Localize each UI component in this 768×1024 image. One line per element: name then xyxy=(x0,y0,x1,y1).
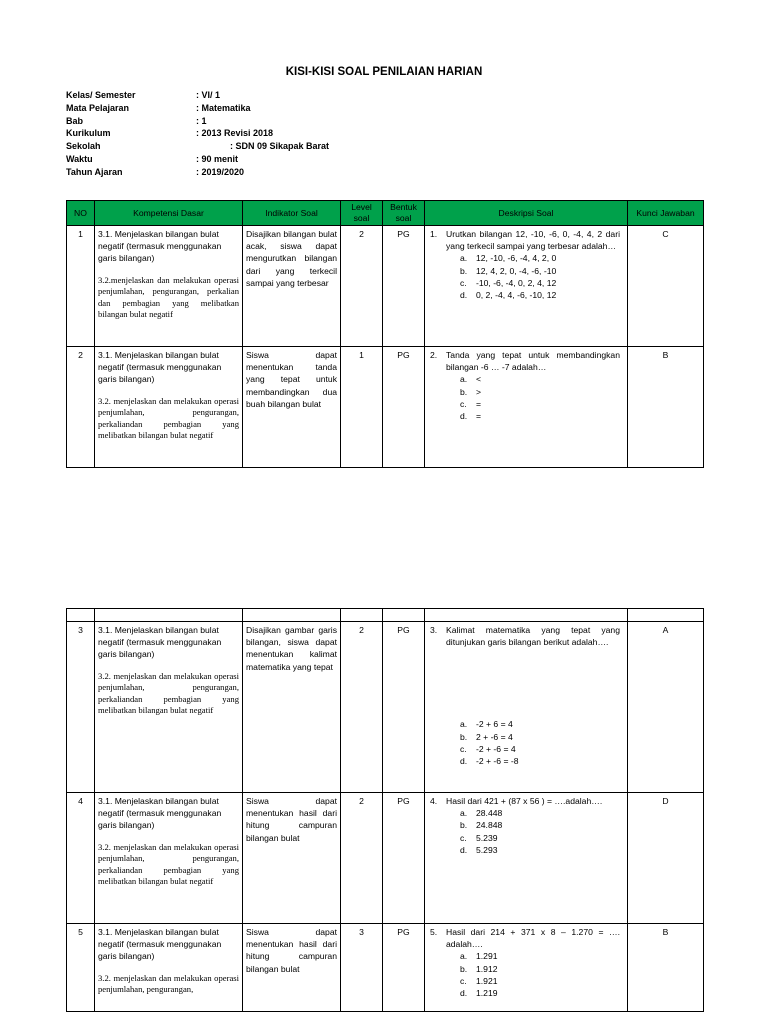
option-letter: a. xyxy=(460,253,468,264)
row-indikator: Disajikan bilangan bulat acak, siswa dapat mengurutkan bilangan dari yang terkecil sampai yang terbesar xyxy=(243,226,341,347)
row-bentuk: PG xyxy=(383,793,425,924)
question xyxy=(428,349,624,373)
option-text: -2 + -6 = 4 xyxy=(476,743,516,754)
empty-header-row xyxy=(67,609,704,622)
option xyxy=(460,373,624,385)
table-row xyxy=(67,226,704,347)
option-letter: d. xyxy=(460,844,468,855)
option-letter: c. xyxy=(460,975,467,986)
header-level-soal: Level soal xyxy=(341,201,383,226)
row-no: 4 xyxy=(67,793,95,924)
question xyxy=(428,624,624,648)
kd-3-2-text: 3.2.menjelaskan dan melakukan operasi penjumlahan, pengurangan, perkalian dan pembagian yang melibatkan bilangan bulat negatif xyxy=(98,274,239,320)
row-kunci: A xyxy=(628,622,704,793)
option xyxy=(460,950,624,962)
option xyxy=(460,289,624,301)
row-indikator: Disajikan gambar garis bilangan, siswa dapat menentukan kalimat matematika yang tepat xyxy=(243,622,341,793)
options-list xyxy=(428,252,624,301)
option-letter: d. xyxy=(460,988,468,999)
row-bentuk: PG xyxy=(383,924,425,1012)
row-kunci: B xyxy=(628,347,704,468)
options-list xyxy=(428,718,624,767)
option xyxy=(460,386,624,398)
kd-3-1-text: 3.1. Menjelaskan bilangan bulat negatif (termasuk menggunakan garis bilangan) xyxy=(98,229,222,264)
kd-3-1-text: 3.1. Menjelaskan bilangan bulat negatif (termasuk menggunakan garis bilangan) xyxy=(98,625,222,660)
table-row xyxy=(67,793,704,924)
meta-value: : SDN 09 Sikapak Barat xyxy=(230,141,330,152)
option-text: -10, -6, -4, 0, 2, 4, 12 xyxy=(476,277,557,288)
kd-3-1-text: 3.1. Menjelaskan bilangan bulat negatif (termasuk menggunakan garis bilangan) xyxy=(98,927,222,962)
option-text: -2 + -6 = -8 xyxy=(476,756,519,767)
row-kompetensi-dasar xyxy=(95,924,243,1012)
question xyxy=(428,795,624,807)
option-letter: c. xyxy=(460,743,467,754)
option xyxy=(460,731,624,743)
option-letter: c. xyxy=(460,277,467,288)
row-kunci: B xyxy=(628,924,704,1012)
options-list xyxy=(428,950,624,999)
table-row xyxy=(67,622,704,793)
meta-value: : 2019/2020 xyxy=(196,166,245,177)
row-no: 2 xyxy=(67,347,95,468)
option-text: 0, 2, -4, 4, -6, -10, 12 xyxy=(476,290,557,301)
meta-key: Waktu xyxy=(66,153,93,164)
row-kompetensi-dasar xyxy=(95,226,243,347)
kisi-kisi-table-page-2 xyxy=(66,608,704,1012)
row-bentuk: PG xyxy=(383,226,425,347)
options-list xyxy=(428,807,624,856)
row-bentuk: PG xyxy=(383,347,425,468)
option-text: < xyxy=(476,374,482,385)
meta-key: Bab xyxy=(66,115,84,126)
meta-value: : Matematika xyxy=(196,102,251,113)
meta-key: Tahun Ajaran xyxy=(66,166,123,177)
option-letter: d. xyxy=(460,290,468,301)
option xyxy=(460,832,624,844)
option-text: -2 + 6 = 4 xyxy=(476,719,513,730)
meta-value: : 1 xyxy=(196,115,207,126)
kd-3-2-text: 3.2. menjelaskan dan melakukan operasi penjumlahan, pengurangan, perkaliandan pembagian yang melibatkan bilangan bulat negatif xyxy=(98,841,239,887)
question-number: 3. xyxy=(430,625,438,635)
option xyxy=(460,987,624,999)
row-deskripsi xyxy=(425,622,628,793)
question-text: Tanda yang tepat untuk membandingkan bilangan -6 … -7 adalah… xyxy=(446,350,620,373)
option xyxy=(460,265,624,277)
question-text: Hasil dari 421 + (87 x 56 ) = ….adalah…. xyxy=(446,796,603,806)
header-kunci-jawaban: Kunci Jawaban xyxy=(628,201,704,226)
row-level: 2 xyxy=(341,622,383,793)
row-no: 3 xyxy=(67,622,95,793)
option-letter: d. xyxy=(460,411,468,422)
kd-3-2-text: 3.2. menjelaskan dan melakukan operasi penjumlahan, pengurangan, perkaliandan pembagian yang melibatkan bilangan bulat negatif xyxy=(98,395,239,441)
option xyxy=(460,277,624,289)
question-number: 5. xyxy=(430,927,438,937)
row-deskripsi xyxy=(425,226,628,347)
kd-3-1-text: 3.1. Menjelaskan bilangan bulat negatif (termasuk menggunakan garis bilangan) xyxy=(98,350,222,385)
row-kunci: C xyxy=(628,226,704,347)
header-bentuk-soal: Bentuk soal xyxy=(383,201,425,226)
meta-value: : 2013 Revisi 2018 xyxy=(196,128,274,139)
option-letter: b. xyxy=(460,963,468,974)
option-letter: a. xyxy=(460,808,468,819)
row-deskripsi xyxy=(425,924,628,1012)
row-deskripsi xyxy=(425,793,628,924)
row-kompetensi-dasar xyxy=(95,622,243,793)
option-letter: b. xyxy=(460,265,468,276)
row-kompetensi-dasar xyxy=(95,793,243,924)
option-text: 12, 4, 2, 0, -4, -6, -10 xyxy=(476,265,557,276)
row-level: 2 xyxy=(341,793,383,924)
option xyxy=(460,398,624,410)
option-text: 1.912 xyxy=(476,963,498,974)
kd-3-1-text: 3.1. Menjelaskan bilangan bulat negatif (termasuk menggunakan garis bilangan) xyxy=(98,796,222,831)
row-no: 1 xyxy=(67,226,95,347)
meta-key: Mata Pelajaran xyxy=(66,102,130,113)
option xyxy=(460,743,624,755)
option-text: 5.293 xyxy=(476,844,498,855)
option xyxy=(460,807,624,819)
option-letter: c. xyxy=(460,832,467,843)
option xyxy=(460,975,624,987)
meta-value: : 90 menit xyxy=(196,153,239,164)
option-text: 1.921 xyxy=(476,975,498,986)
row-level: 2 xyxy=(341,226,383,347)
question-text: Hasil dari 214 + 371 x 8 – 1.270 = …. adalah…. xyxy=(446,927,620,950)
option xyxy=(460,755,624,767)
option-letter: a. xyxy=(460,374,468,385)
document-title: KISI-KISI SOAL PENILAIAN HARIAN xyxy=(285,66,483,78)
meta-key: Sekolah xyxy=(66,141,101,152)
option-letter: b. xyxy=(460,386,468,397)
kd-3-2-text: 3.2. menjelaskan dan melakukan operasi penjumlahan, pengurangan, xyxy=(98,972,239,995)
option-text: 12, -10, -6, -4, 4, 2, 0 xyxy=(476,253,557,264)
option-text: 1.291 xyxy=(476,951,498,962)
option-text: 5.239 xyxy=(476,832,498,843)
option-letter: a. xyxy=(460,951,468,962)
row-level: 3 xyxy=(341,924,383,1012)
table-row xyxy=(67,924,704,1012)
question xyxy=(428,926,624,950)
row-bentuk: PG xyxy=(383,622,425,793)
header-no: NO xyxy=(67,201,95,226)
option-text: 1.219 xyxy=(476,988,498,999)
option-letter: b. xyxy=(460,731,468,742)
meta-key: Kurikulum xyxy=(66,128,111,139)
option-letter: d. xyxy=(460,756,468,767)
question xyxy=(428,228,624,252)
kisi-kisi-table-page-1 xyxy=(66,200,704,468)
row-deskripsi xyxy=(425,347,628,468)
row-kompetensi-dasar xyxy=(95,347,243,468)
option-text: = xyxy=(476,398,482,409)
option-letter: b. xyxy=(460,820,468,831)
table-row xyxy=(67,347,704,468)
row-indikator: Siswa dapat menentukan hasil dari hitung campuran bilangan bulat xyxy=(243,924,341,1012)
option-text: = xyxy=(476,411,482,422)
question-number: 2. xyxy=(430,350,438,360)
option-text: 28.448 xyxy=(476,808,503,819)
row-indikator: Siswa dapat menentukan tanda yang tepat untuk membandingkan dua buah bilangan bulat xyxy=(243,347,341,468)
row-indikator: Siswa dapat menentukan hasil dari hitung campuran bilangan bulat xyxy=(243,793,341,924)
meta-key: Kelas/ Semester xyxy=(66,90,136,100)
kd-3-2-text: 3.2. menjelaskan dan melakukan operasi penjumlahan, pengurangan, perkaliandan pembagian yang melibatkan bilangan bulat negatif xyxy=(98,670,239,716)
header-indikator-soal: Indikator Soal xyxy=(243,201,341,226)
meta-value: : VI/ 1 xyxy=(196,90,221,100)
question-number: 1. xyxy=(430,229,438,239)
option-text: 2 + -6 = 4 xyxy=(476,731,513,742)
question-text: Urutkan bilangan 12, -10, -6, 0, -4, 4, 2 dari yang terkecil sampai yang terbesar adalah… xyxy=(446,229,620,252)
option-letter: a. xyxy=(460,719,468,730)
header-kompetensi-dasar: Kompetensi Dasar xyxy=(95,201,243,226)
option xyxy=(460,844,624,856)
option-letter: c. xyxy=(460,398,467,409)
option xyxy=(460,963,624,975)
option-text: > xyxy=(476,386,482,397)
option xyxy=(460,819,624,831)
question-text: Kalimat matematika yang tepat yang ditunjukan garis bilangan berikut adalah…. xyxy=(446,625,620,648)
option xyxy=(460,252,624,264)
row-kunci: D xyxy=(628,793,704,924)
option xyxy=(460,718,624,730)
question-number: 4. xyxy=(430,796,438,806)
header-deskripsi-soal: Deskripsi Soal xyxy=(425,201,628,226)
option-text: 24.848 xyxy=(476,820,503,831)
row-no: 5 xyxy=(67,924,95,1012)
row-level: 1 xyxy=(341,347,383,468)
option xyxy=(460,410,624,422)
table-header-row xyxy=(67,201,704,226)
options-list xyxy=(428,373,624,422)
